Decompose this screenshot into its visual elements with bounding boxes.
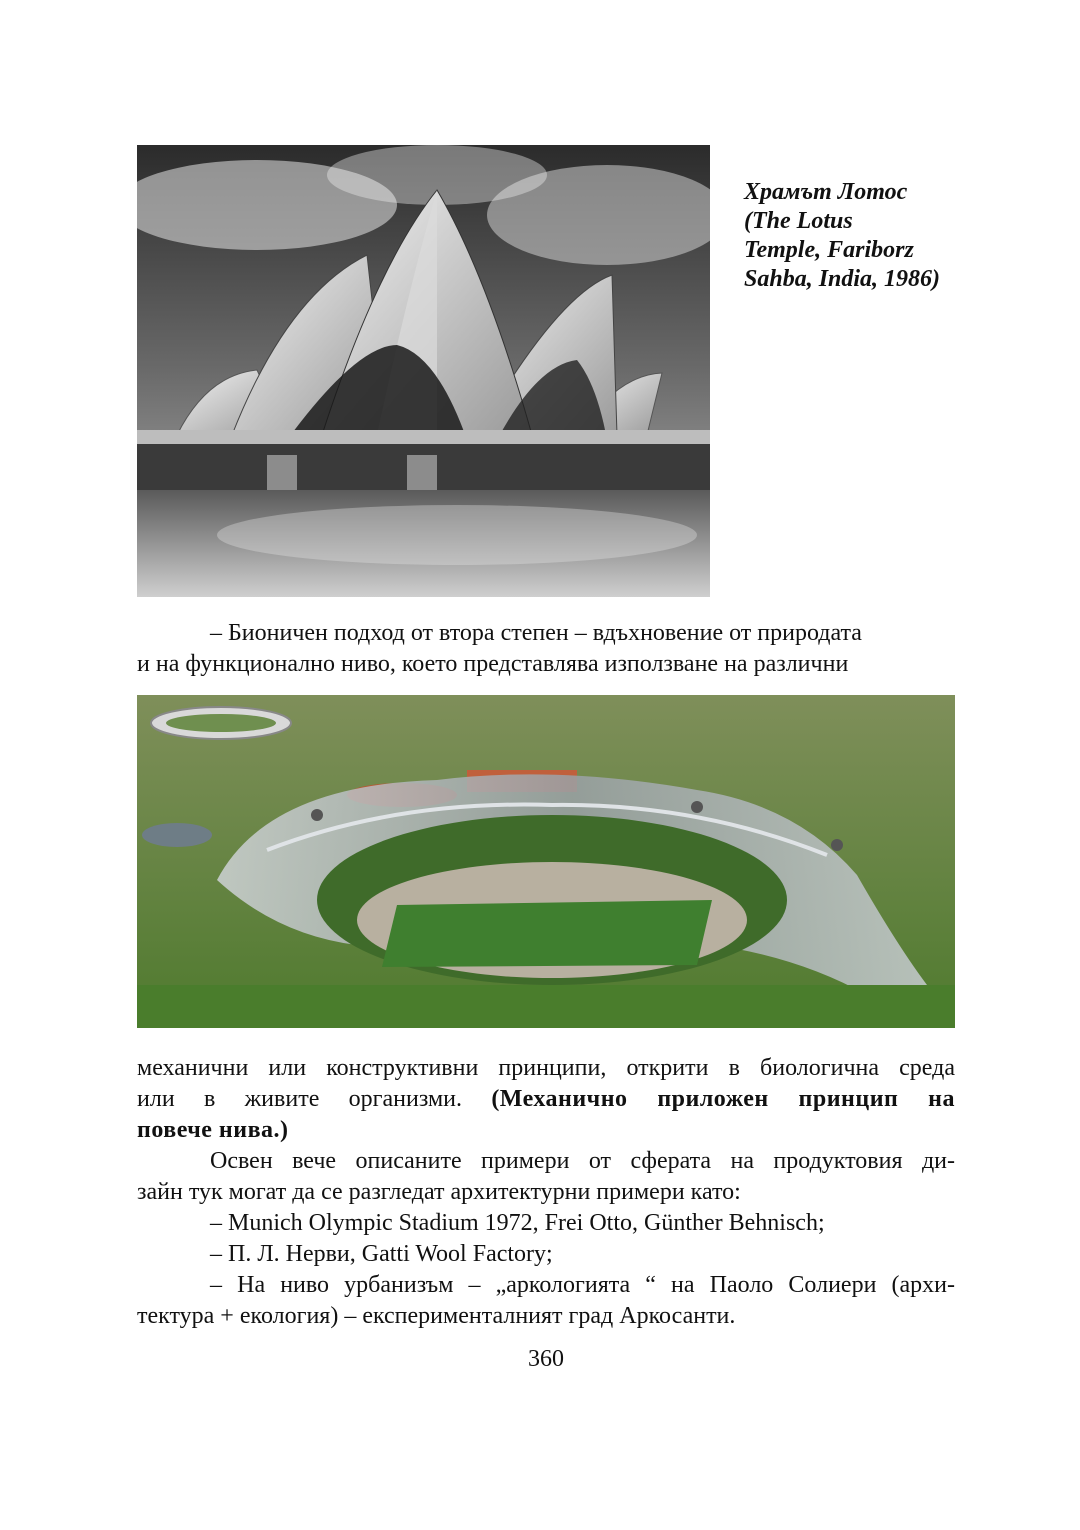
- list-item: – П. Л. Нерви, Gatti Wool Factory;: [210, 1241, 553, 1267]
- text-line: тектура + екология) – експерименталният град Аркосанти.: [137, 1303, 736, 1329]
- list-item: – Munich Olympic Stadium 1972, Frei Otto, Günther Behnisch;: [210, 1210, 825, 1236]
- caption-line: Храмът Лотос: [744, 179, 908, 205]
- text-line: зайн тук могат да се разгледат архитектурни примери като:: [137, 1179, 741, 1205]
- list-item: – На ниво урбанизъм – „аркологията “ на Паоло Солиери (архи-: [210, 1272, 955, 1298]
- munich-olympic-stadium-photo: [137, 695, 955, 1028]
- caption-line: (The Lotus: [744, 208, 853, 234]
- text-plain: или в живите организми.: [137, 1086, 492, 1112]
- text-line: [137, 1084, 955, 1115]
- page-number: 360: [528, 1346, 564, 1372]
- caption-line: Temple, Fariborz: [744, 237, 914, 263]
- lotus-temple-photo: [137, 145, 710, 597]
- paragraph-examples: [137, 1053, 955, 1375]
- caption-line: Sahba, India, 1986): [744, 266, 941, 292]
- paragraph-bionic-approach: [137, 618, 955, 680]
- text-bold: (Механично приложен принцип на: [491, 1086, 956, 1112]
- text-line: механични или конструктивни принципи, открити в биологична среда: [137, 1055, 955, 1081]
- text-line: и на функционално ниво, което представлява използване на различни: [137, 651, 849, 677]
- figure-caption: [744, 178, 974, 294]
- text-line: – Бионичен подход от втора степен – вдъхновение от природата: [210, 620, 862, 646]
- text-line-bold: повече нива.): [137, 1117, 289, 1143]
- text-line: Освен вече описаните примери от сферата на продуктовия ди-: [210, 1148, 955, 1174]
